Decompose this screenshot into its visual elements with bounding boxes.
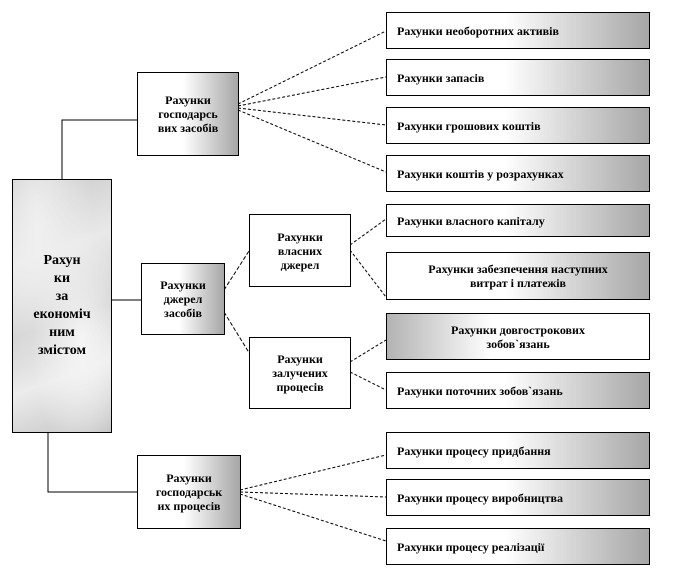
leaf-label: Рахунки запасів xyxy=(397,70,485,85)
processes-to-leaf-3 xyxy=(240,494,386,541)
root-label: Рахун ки за економіч ним змістом xyxy=(33,253,91,358)
leaf-cash xyxy=(386,107,650,144)
own-to-leaf-2 xyxy=(350,250,386,297)
leaf-label: Рахунки процесу виробництва xyxy=(397,490,563,505)
leaf-future-provisions xyxy=(386,252,650,300)
assets-to-leaf-2 xyxy=(238,77,386,106)
group-economic-assets xyxy=(137,72,239,156)
subgroup-label: Рахунки власних джерел xyxy=(277,229,323,272)
leaf-label: Рахунки поточних зобов`язань xyxy=(397,383,563,398)
leaf-long-term-liabilities xyxy=(386,313,650,360)
assets-to-leaf-1 xyxy=(238,31,386,104)
leaf-acquisition-process xyxy=(386,432,650,469)
leaf-sales-process xyxy=(386,528,650,565)
borrowed-to-leaf-1 xyxy=(350,340,386,362)
subgroup-label: Рахунки залучених процесів xyxy=(272,352,328,394)
assets-to-leaf-4 xyxy=(238,110,386,172)
group-economic-processes xyxy=(137,455,241,529)
subgroup-borrowed xyxy=(249,337,351,409)
leaf-settlements xyxy=(386,155,650,192)
group-label: Рахунки господарськ их процесів xyxy=(155,471,223,513)
leaf-equity xyxy=(386,204,650,237)
root-to-assets-line xyxy=(62,120,138,180)
group-label: Рахунки господарсь вих засобів xyxy=(157,93,219,135)
root-box xyxy=(12,179,112,433)
leaf-label: Рахунки забезпечення наступних витрат і платежів xyxy=(428,262,608,290)
leaf-label: Рахунки процесу реалізації xyxy=(397,539,545,554)
leaf-label: Рахунки власного капіталу xyxy=(397,213,545,228)
assets-to-leaf-3 xyxy=(238,108,386,125)
group-label: Рахунки джерел засобів xyxy=(160,278,206,320)
leaf-label: Рахунки необоротних активів xyxy=(397,23,559,38)
root-to-processes-line xyxy=(48,432,138,492)
subgroup-own-sources xyxy=(249,214,351,287)
leaf-inventories xyxy=(386,59,650,96)
leaf-current-liabilities xyxy=(386,372,650,409)
leaf-production-process xyxy=(386,479,650,516)
group-funding-sources xyxy=(141,263,225,335)
own-to-leaf-1 xyxy=(350,219,386,245)
leaf-noncurrent-assets xyxy=(386,12,650,49)
processes-to-leaf-1 xyxy=(240,455,386,490)
leaf-label: Рахунки коштів у розрахунках xyxy=(397,166,564,181)
leaf-label: Рахунки грошових коштів xyxy=(397,118,541,133)
leaf-label: Рахунки довгострокових зобов`язань xyxy=(451,322,585,351)
processes-to-leaf-2 xyxy=(240,492,386,497)
leaf-label: Рахунки процесу придбання xyxy=(397,443,551,458)
borrowed-to-leaf-2 xyxy=(350,372,386,390)
